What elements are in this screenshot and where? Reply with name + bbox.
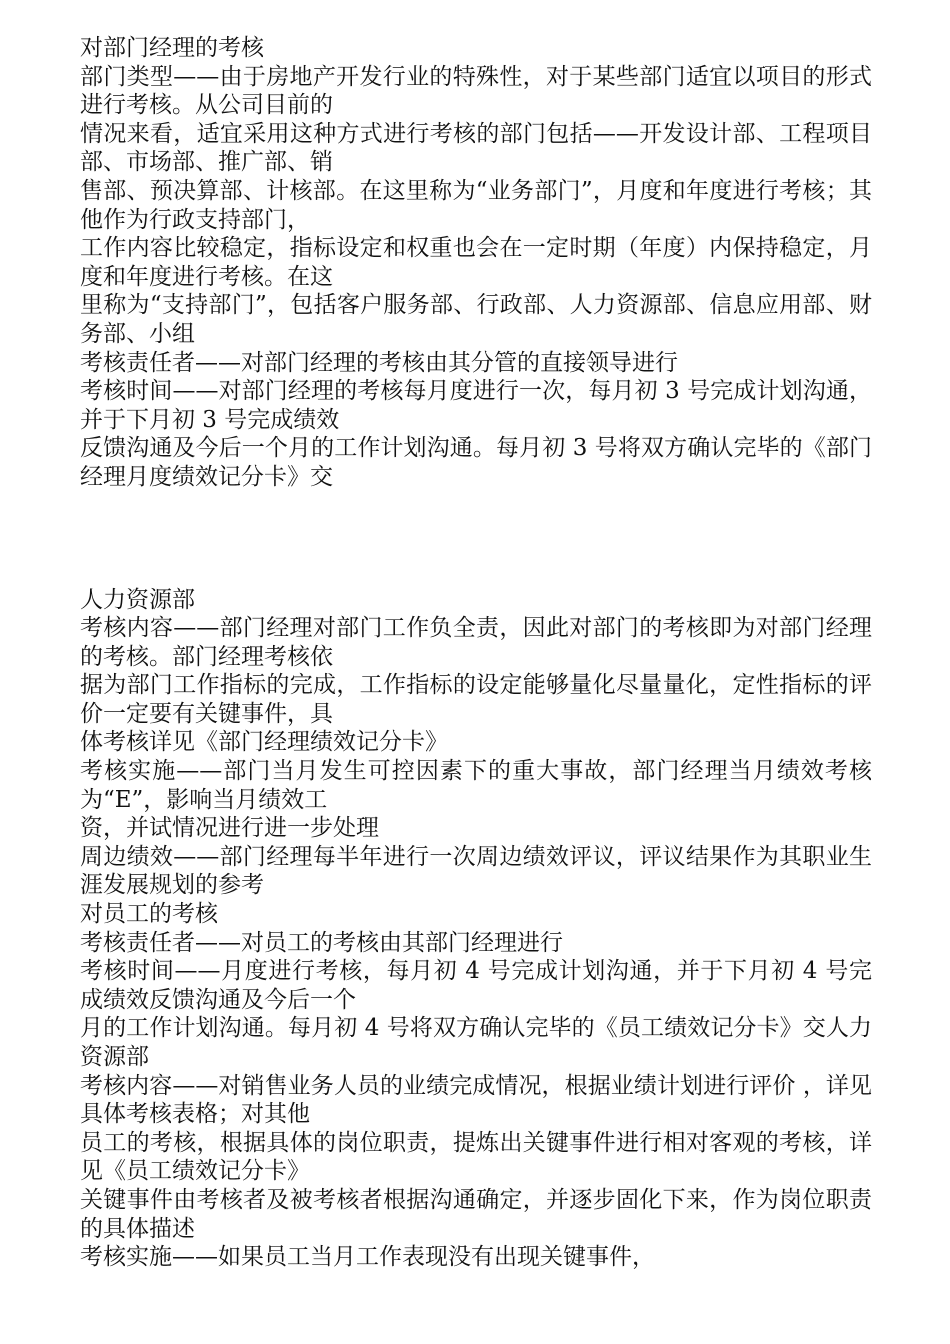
paragraph-manager-indicators: 据为部门工作指标的完成，工作指标的设定能够量化尽量量化，定性指标的评价一定要有关键事件，具 [80,672,872,727]
section-manager-assessment [80,34,872,492]
paragraph-key-events-definition: 关键事件由考核者及被考核者根据沟通确定，并逐步固化下来，作为岗位职责的具体描述 [80,1186,872,1242]
paragraph-manager-scorecard: 体考核详见《部门经理绩效记分卡》 [80,729,448,756]
paragraph-employee-assessor: 考核责任者——对员工的考核由其部门经理进行 [80,929,563,956]
paragraph-title-manager-assessment: 对部门经理的考核 [80,35,264,61]
paragraph-employee-implementation: 考核实施——如果员工当月工作表现没有出现关键事件， [80,1244,655,1271]
paragraph-manager-feedback: 反馈沟通及今后一个月的工作计划沟通。每月初 3 号将双方确认完毕的《部门经理月度绩效记分卡》交 [80,435,872,490]
paragraph-support-departments-cont: 里称为“支持部门”，包括客户服务部、行政部、人力资源部、信息应用部、财务部、小组 [80,292,872,347]
paragraph-employee-assessment-content: 考核内容——对销售业务人员的业绩完成情况，根据业绩计划进行评价 ，详见具体考核表格；对其他 [80,1072,872,1128]
paragraph-employee-scorecard-submit: 月的工作计划沟通。每月初 4 号将双方确认完毕的《员工绩效记分卡》交人力资源部 [80,1015,872,1070]
paragraph-peripheral-performance: 周边绩效——部门经理每半年进行一次周边绩效评议，评议结果作为其职业生涯发展规划的参考 [80,843,872,899]
section-hr-assessment [80,586,872,1272]
paragraph-business-departments: 情况来看，适宜采用这种方式进行考核的部门包括——开发设计部、工程项目部、市场部、推广部、销 [80,120,872,176]
paragraph-manager-assessment-content: 考核内容——部门经理对部门工作负全责，因此对部门的考核即为对部门经理的考核。部门经理考核依 [80,615,872,670]
paragraph-hr-department: 人力资源部 [80,586,195,613]
paragraph-department-type: 部门类型——由于房地产开发行业的特殊性，对于某些部门适宜以项目的形式进行考核。从公司目前的 [80,63,872,119]
paragraph-business-departments-cont: 售部、预决算部、计核部。在这里称为“业务部门”，月度和年度进行考核；其他作为行政支持部门， [80,177,872,233]
paragraph-support-departments: 工作内容比较稳定，指标设定和权重也会在一定时期（年度）内保持稳定，月度和年度进行考核。在这 [80,235,872,290]
paragraph-employee-key-events: 员工的考核，根据具体的岗位职责，提炼出关键事件进行相对客观的考核，详见《员工绩效记分卡》 [80,1129,872,1185]
paragraph-manager-implementation: 考核实施——部门当月发生可控因素下的重大事故，部门经理当月绩效考核为“E”，影响当月绩效工 [80,758,872,813]
page-gap [80,492,872,586]
paragraph-employee-assessment-time: 考核时间——月度进行考核，每月初 4 号完成计划沟通，并于下月初 4 号完成绩效反馈沟通及今后一个 [80,958,872,1013]
paragraph-manager-assessor: 考核责任者——对部门经理的考核由其分管的直接领导进行 [80,349,678,376]
paragraph-manager-implementation-cont: 资，并试情况进行进一步处理 [80,815,379,842]
paragraph-title-employee-assessment: 对员工的考核 [80,901,218,928]
document-page [80,34,872,1272]
paragraph-manager-assessment-time: 考核时间——对部门经理的考核每月度进行一次，每月初 3 号完成计划沟通，并于下月初 3 号完成绩效 [80,378,872,433]
